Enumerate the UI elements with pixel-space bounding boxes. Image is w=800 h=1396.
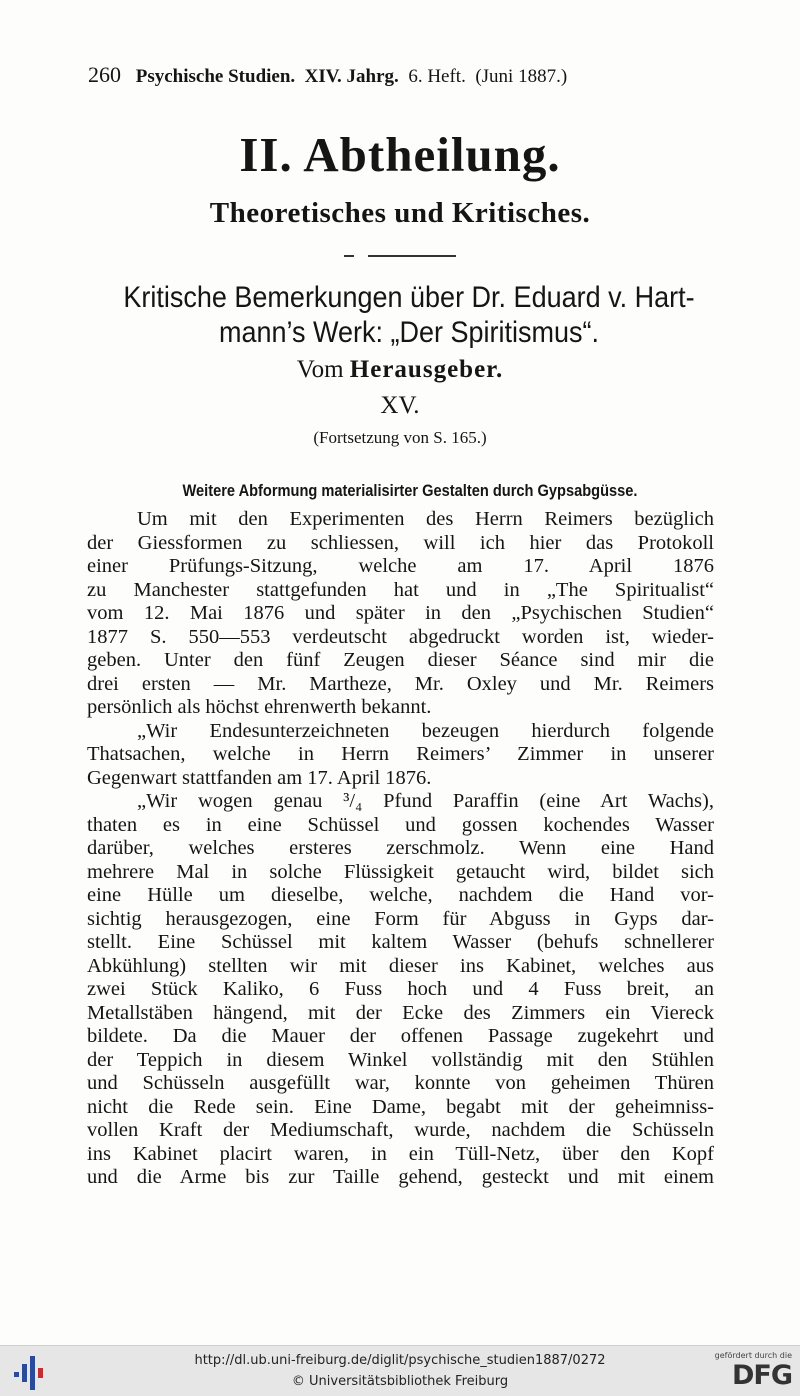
paragraph bbox=[87, 790, 714, 1190]
byline-prefix: Vom bbox=[296, 356, 344, 383]
text-line: sichtig herausgezogen, eine Form für Abguss in Gyps dar- bbox=[87, 907, 714, 930]
divider-rule bbox=[344, 255, 456, 257]
text-line: darüber, welches ersteres zerschmolz. Wenn eine Hand bbox=[87, 837, 714, 859]
text-line: 1877 S. 550—553 verdeutscht abgedruckt worden ist, wieder- bbox=[87, 625, 714, 648]
volume: XIV. Jahrg. bbox=[304, 66, 399, 87]
article-title-line: mann’s Werk: „Der Spiritismus“. bbox=[218, 316, 600, 349]
text-line: „Wir Endesunterzeichneten bezeugen hierdurch folgende bbox=[137, 719, 714, 742]
text-line: zwei Stück Kaliko, 6 Fuss hoch und 4 Fuss breit, an bbox=[87, 978, 714, 1000]
paragraph bbox=[87, 720, 714, 791]
text-line: drei ersten — Mr. Martheze, Mr. Oxley und Mr. Reimers bbox=[87, 672, 714, 695]
text-line: ins Kabinet placirt waren, in ein Tüll-Netz, über den Kopf bbox=[87, 1142, 714, 1165]
article-title bbox=[117, 280, 702, 350]
text-line: bildete. Da die Mauer der offenen Passage zugekehrt und bbox=[87, 1025, 714, 1047]
copyright: © Universitätsbibliothek Freiburg bbox=[291, 1374, 509, 1389]
text-line: persönlich als höchst ehrenwerth bekannt. bbox=[87, 696, 432, 718]
section-heading: II. Abtheilung. bbox=[239, 127, 561, 182]
dfg-logo-icon: DFG bbox=[731, 1360, 792, 1391]
text-line: geben. Unter den fünf Zeugen dieser Séance sind mir die bbox=[87, 649, 714, 671]
text-line: nicht die Rede sein. Eine Dame, begabt mit der geheimniss- bbox=[87, 1095, 714, 1118]
continuation-note: (Fortsetzung von S. 165.) bbox=[313, 428, 487, 447]
section-subheading: Theoretisches und Kritisches. bbox=[209, 197, 591, 229]
text-line: vom 12. Mai 1876 und später in den „Psychischen Studien“ bbox=[87, 602, 714, 624]
viewer-footer bbox=[0, 1345, 800, 1396]
issue-date: (Juni 1887.) bbox=[475, 66, 568, 87]
text-line: eine Hülle um dieselbe, welche, nachdem die Hand vor- bbox=[87, 884, 714, 906]
issue: 6. Heft. bbox=[408, 66, 466, 87]
text-line: Metallstäben hängend, mit der Ecke des Zimmers ein Viereck bbox=[87, 1001, 714, 1024]
body-text bbox=[87, 508, 714, 1190]
text-line: und die Arme bis zur Taille gehend, gesteckt und mit einem bbox=[87, 1166, 714, 1188]
text-line: und Schüsseln ausgefüllt war, konnte von geheimen Thüren bbox=[87, 1072, 714, 1094]
text-line: thaten es in eine Schüssel und gossen kochendes Wasser bbox=[87, 813, 714, 836]
text-line: einer Prüfungs-Sitzung, welche am 17. April 1876 bbox=[87, 555, 714, 577]
text-line: Abkühlung) stellten wir mit dieser ins Kabinet, welches aus bbox=[87, 954, 714, 977]
journal-title: Psychische Studien. bbox=[135, 66, 296, 87]
dfg-caption: gefördert durch die bbox=[714, 1351, 792, 1360]
page-number: 260 bbox=[88, 62, 121, 87]
text-line: vollen Kraft der Mediumschaft, wurde, nachdem die Schüsseln bbox=[87, 1119, 714, 1141]
text-line: Um mit den Experimenten des Herrn Reimers bezüglich bbox=[137, 508, 714, 530]
source-url[interactable]: http://dl.ub.uni-freiburg.de/diglit/psychische_studien1887/0272 bbox=[194, 1353, 606, 1368]
subsection-heading: Weitere Abformung materialisirter Gestalten durch Gypsabgüsse. bbox=[182, 481, 638, 500]
byline-author: Herausgeber. bbox=[349, 356, 504, 383]
text-line: Thatsachen, welche in Herrn Reimers’ Zimmer in unserer bbox=[87, 743, 714, 765]
running-header bbox=[88, 62, 728, 88]
part-number: XV. bbox=[380, 392, 420, 419]
text-line: Gegenwart stattfanden am 17. April 1876. bbox=[87, 766, 432, 789]
article-title-line: Kritische Bemerkungen über Dr. Eduard v. Hart- bbox=[123, 281, 695, 314]
byline bbox=[0, 356, 800, 384]
text-line: zu Manchester stattgefunden hat und in „The Spiritualist“ bbox=[87, 578, 714, 601]
text-line: der Teppich in diesem Winkel vollständig mit den Stühlen bbox=[87, 1048, 714, 1071]
text-line: stellt. Eine Schüssel mit kaltem Wasser (behufs schnellerer bbox=[87, 931, 714, 953]
paragraph bbox=[87, 508, 714, 720]
text-line: der Giessformen zu schliessen, will ich hier das Protokoll bbox=[87, 531, 714, 554]
text-line: mehrere Mal in solche Flüssigkeit getaucht wird, bildet sich bbox=[87, 860, 714, 883]
text-line: „Wir wogen genau ³/₄ Pfund Paraffin (eine Art Wachs), bbox=[137, 790, 714, 812]
